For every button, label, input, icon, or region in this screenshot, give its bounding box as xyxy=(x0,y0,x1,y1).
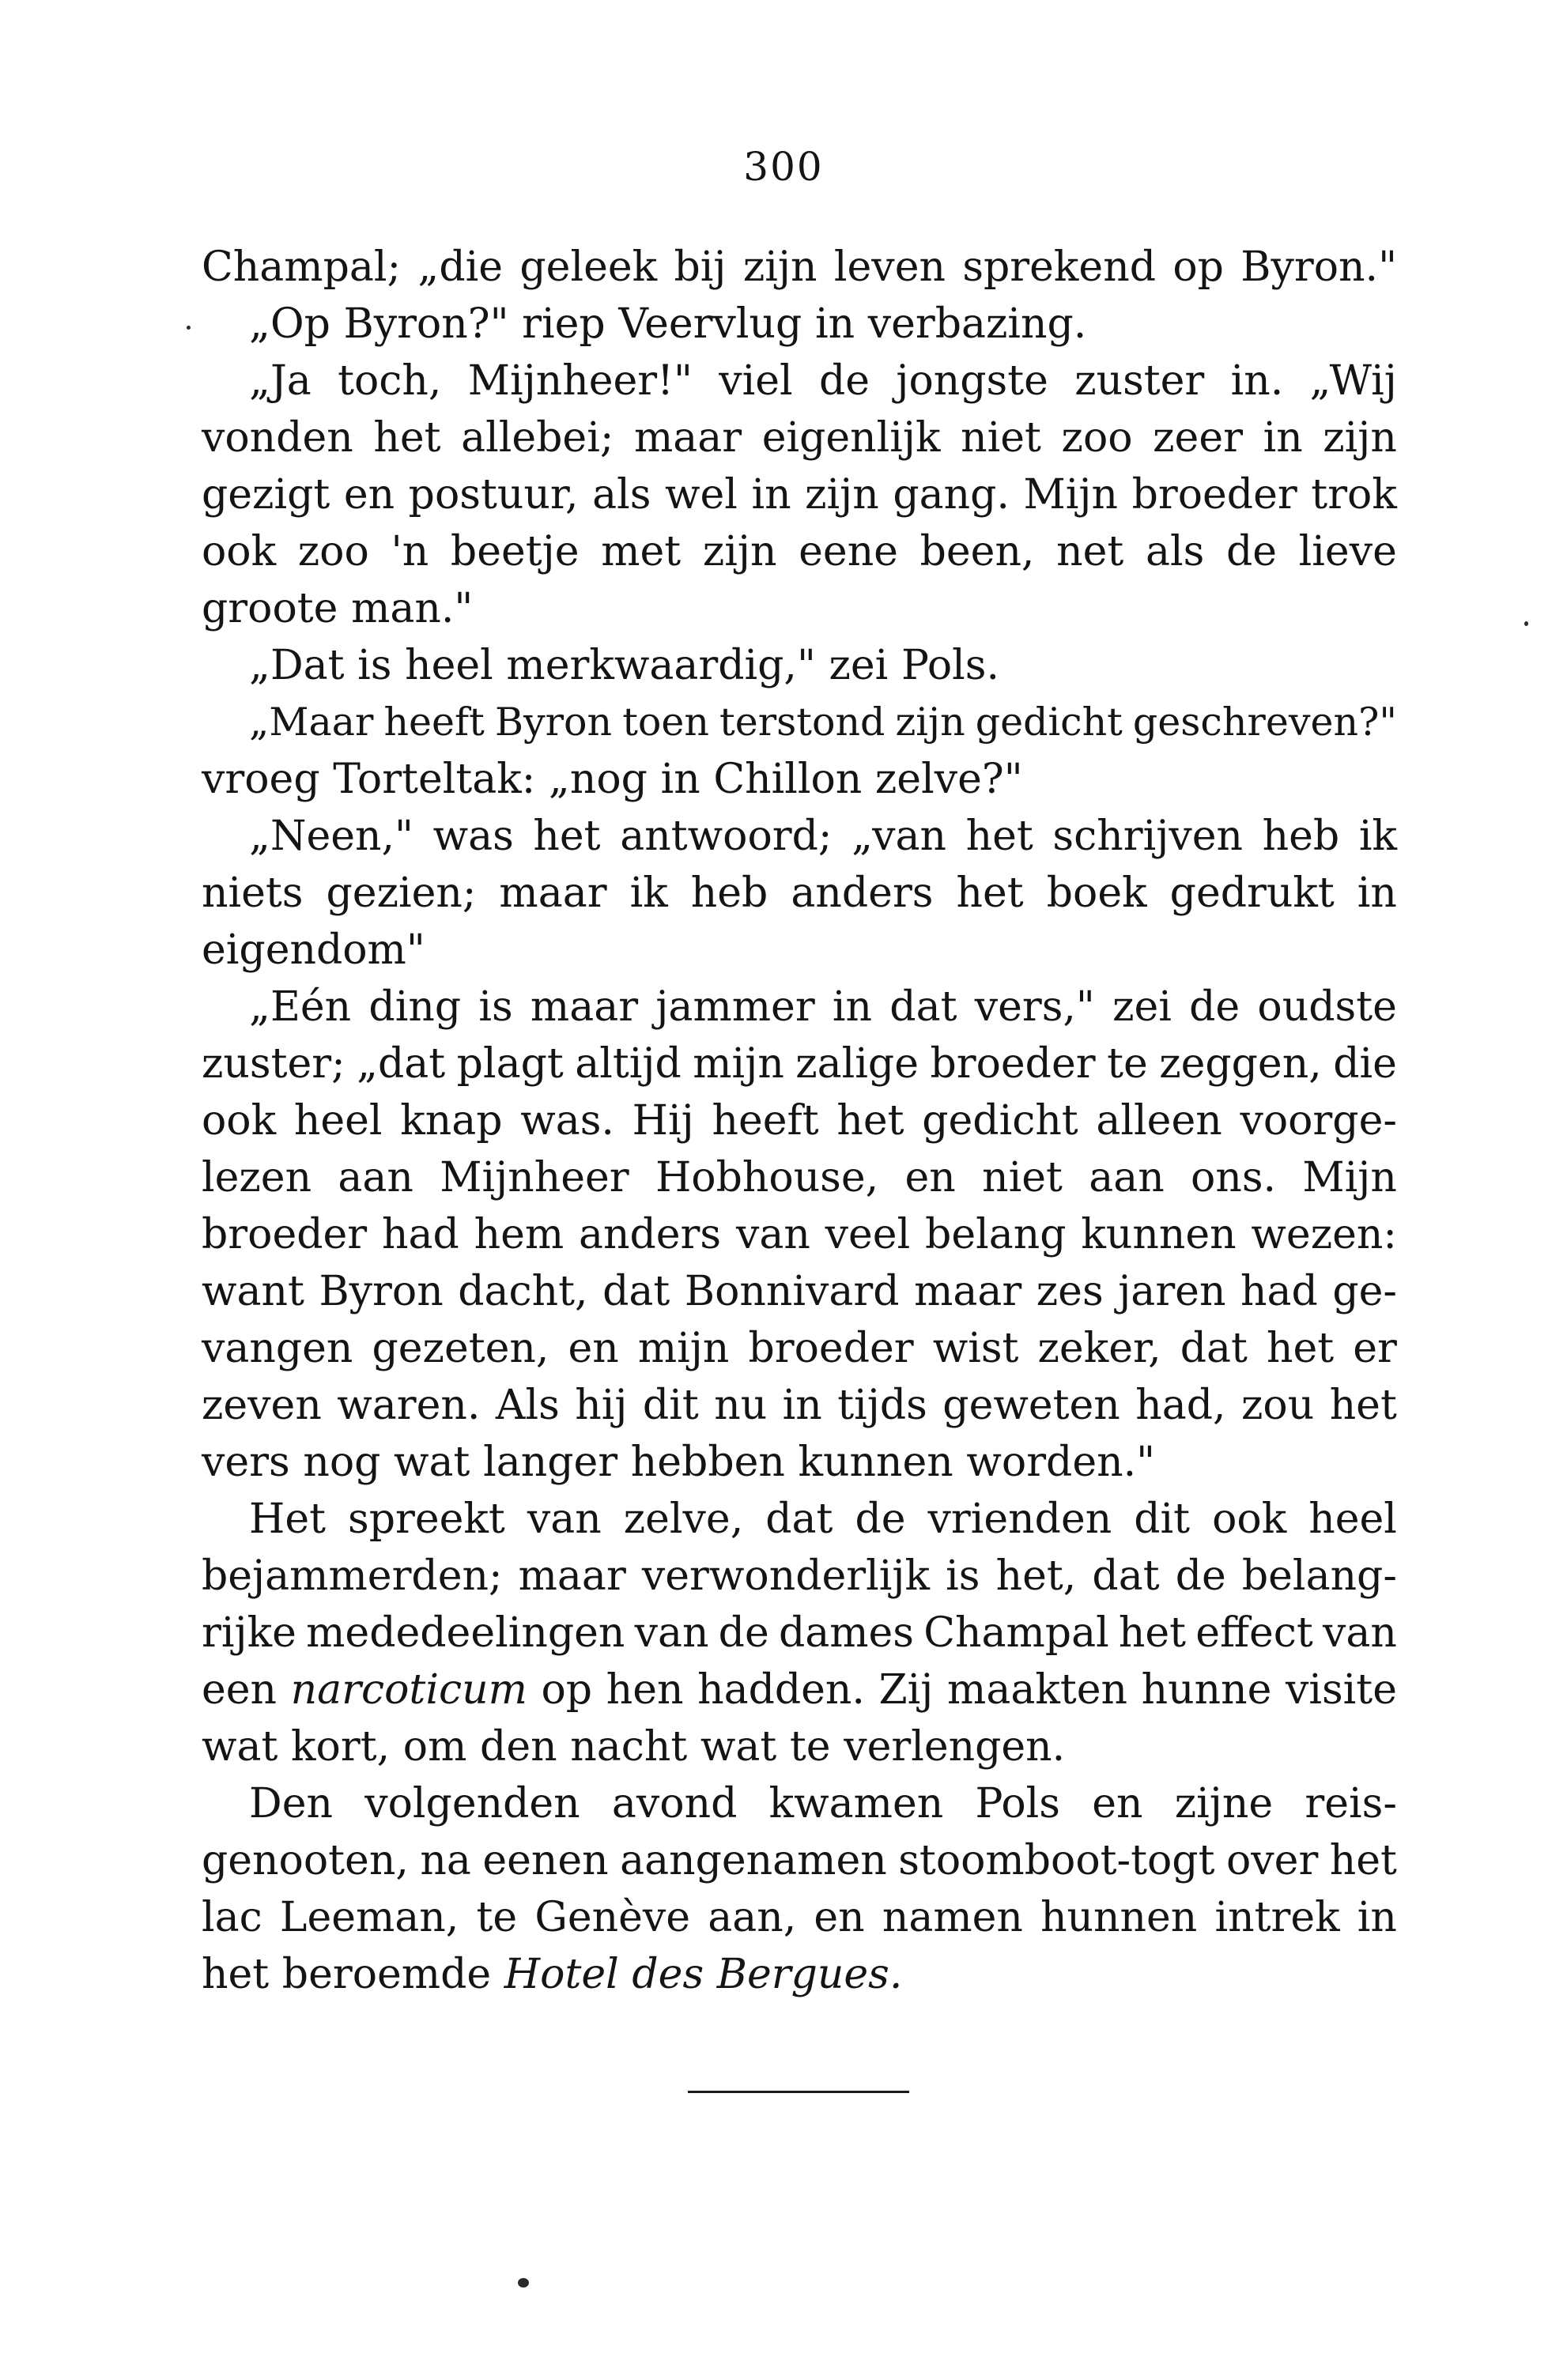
text-line xyxy=(202,808,1397,865)
word: en xyxy=(1092,1780,1143,1827)
word: Mijn xyxy=(1023,471,1119,519)
word: Als xyxy=(495,1382,560,1429)
word: mijn xyxy=(693,1040,784,1088)
word: toen xyxy=(622,700,709,745)
word: in xyxy=(832,983,873,1031)
word: zou xyxy=(1241,1382,1315,1429)
word: in xyxy=(751,471,791,519)
word: nacht xyxy=(570,1723,688,1771)
word: toch, xyxy=(338,357,442,405)
text-line xyxy=(202,1889,1397,1946)
word: anders xyxy=(791,869,934,917)
word: ook xyxy=(202,1097,277,1145)
word: zuster xyxy=(1074,357,1205,405)
word: in xyxy=(1263,414,1303,462)
word: het xyxy=(373,414,441,462)
text-line xyxy=(202,1661,1397,1718)
word: langer xyxy=(483,1439,618,1486)
word: te xyxy=(789,1723,831,1771)
word: van xyxy=(1323,1609,1397,1657)
word: is xyxy=(357,642,392,689)
word: op xyxy=(1172,243,1224,291)
word: geweten xyxy=(942,1382,1120,1429)
word: niet xyxy=(982,1154,1063,1201)
word: zijn xyxy=(1323,414,1397,462)
word: zeggen, xyxy=(1159,1040,1322,1088)
word: Bergues. xyxy=(716,1951,903,1998)
word: Torteltak: xyxy=(333,756,536,803)
word: ding xyxy=(368,983,462,1031)
word: gedrukt xyxy=(1169,869,1335,917)
word: de xyxy=(1189,983,1240,1031)
word: vers xyxy=(202,1439,290,1486)
word: nog xyxy=(303,1439,381,1486)
word: Mijnheer!" xyxy=(467,357,693,405)
word: ge- xyxy=(1332,1268,1397,1315)
word: dat xyxy=(1180,1325,1248,1372)
word: wat xyxy=(202,1723,278,1771)
word: die xyxy=(1333,1040,1397,1088)
text-line xyxy=(202,1320,1397,1377)
word: „dat xyxy=(357,1040,446,1088)
word: kort, xyxy=(291,1723,391,1771)
word: na xyxy=(420,1837,471,1884)
word: belang- xyxy=(1241,1552,1397,1600)
word: narcoticum xyxy=(290,1666,527,1714)
word: eigendom" xyxy=(202,926,425,974)
word: van xyxy=(527,1496,602,1543)
word: in xyxy=(814,300,855,348)
word: anders xyxy=(579,1211,722,1258)
word: heb xyxy=(690,869,768,917)
text-line xyxy=(202,1718,1397,1775)
section-end-rule xyxy=(688,2091,909,2093)
word: hen xyxy=(606,1666,684,1714)
word: gezien; xyxy=(326,869,477,917)
word: maar xyxy=(633,414,742,462)
word: geleek xyxy=(519,243,658,291)
text-line xyxy=(202,523,1397,580)
word: worden." xyxy=(966,1439,1156,1486)
text-line xyxy=(202,1434,1397,1491)
word: mededeelingen xyxy=(306,1609,625,1657)
word: net xyxy=(1056,528,1124,575)
text-line xyxy=(202,1206,1397,1263)
word: Leeman, xyxy=(279,1894,459,1941)
word: kunnen xyxy=(1081,1211,1237,1258)
word: des xyxy=(632,1951,704,1998)
word: tijds xyxy=(837,1382,927,1429)
word: effect xyxy=(1195,1609,1313,1657)
word: over xyxy=(1225,1837,1319,1884)
word: het xyxy=(533,813,601,860)
word: plagt xyxy=(456,1040,564,1088)
text-line xyxy=(202,865,1397,922)
text-line xyxy=(202,296,1397,353)
word: als xyxy=(592,471,651,519)
word: de xyxy=(1175,1552,1226,1600)
word: intrek xyxy=(1214,1894,1340,1941)
word: genooten, xyxy=(202,1837,409,1884)
text-line xyxy=(202,1605,1397,1661)
word: voorge- xyxy=(1240,1097,1397,1145)
word: Pols. xyxy=(901,642,999,689)
word: aan, xyxy=(708,1894,797,1941)
word: het xyxy=(1118,1609,1187,1657)
word: er xyxy=(1353,1325,1397,1372)
word: wist xyxy=(932,1325,1019,1372)
word: zuster; xyxy=(202,1040,345,1088)
word: Het xyxy=(249,1496,327,1543)
text-line xyxy=(202,1092,1397,1149)
word: maar xyxy=(518,1552,626,1600)
word: niet xyxy=(961,414,1041,462)
word: altijd xyxy=(575,1040,682,1088)
word: broeder xyxy=(930,1040,1096,1088)
word: waren. xyxy=(337,1382,481,1429)
word: zeker, xyxy=(1037,1325,1161,1372)
text-line xyxy=(202,1149,1397,1206)
word: had xyxy=(1240,1268,1318,1315)
word: maar xyxy=(530,983,639,1031)
word: heel xyxy=(1308,1496,1397,1543)
word: het xyxy=(202,1951,270,1998)
word: zelve, xyxy=(623,1496,744,1543)
word: dat xyxy=(1092,1552,1160,1600)
word: vers," xyxy=(974,983,1095,1031)
word: namen xyxy=(882,1894,1023,1941)
word: zijne xyxy=(1174,1780,1274,1827)
word: het xyxy=(956,869,1024,917)
word: heeft xyxy=(712,1097,819,1145)
word: in xyxy=(1357,869,1397,917)
word: hadden. xyxy=(697,1666,865,1714)
word: zijn xyxy=(805,471,879,519)
word: was. xyxy=(520,1097,614,1145)
word: Veervlug xyxy=(618,300,802,348)
word: dat xyxy=(765,1496,833,1543)
word: vrienden xyxy=(927,1496,1112,1543)
word: heel xyxy=(405,642,493,689)
word: heel xyxy=(293,1097,383,1145)
word: als xyxy=(1145,528,1205,575)
word: de xyxy=(1225,528,1277,575)
word: been, xyxy=(919,528,1035,575)
word: Den xyxy=(249,1780,333,1827)
word: eene xyxy=(799,528,898,575)
word: „nog xyxy=(548,756,648,803)
word: dacht, xyxy=(458,1268,588,1315)
word: „Neen," xyxy=(249,813,413,860)
word: broeder xyxy=(202,1211,368,1258)
word: het xyxy=(836,1097,904,1145)
word: postuur, xyxy=(408,471,579,519)
word: Byron xyxy=(494,700,613,745)
word: Hij xyxy=(632,1097,694,1145)
word: den xyxy=(480,1723,557,1771)
word: kwamen xyxy=(768,1780,944,1827)
word: ook xyxy=(1212,1496,1287,1543)
word: Pols xyxy=(975,1780,1060,1827)
text-line xyxy=(202,409,1397,466)
word: om xyxy=(402,1723,467,1771)
word: Mijnheer xyxy=(440,1154,629,1201)
word: kunnen xyxy=(798,1439,953,1486)
text-line xyxy=(202,239,1397,296)
word: verwonderlijk xyxy=(641,1552,931,1600)
word: jaren xyxy=(1118,1268,1226,1315)
word: man." xyxy=(351,585,474,632)
word: belang xyxy=(925,1211,1067,1258)
text-line xyxy=(202,1775,1397,1832)
word: rijke xyxy=(202,1609,296,1657)
text-line xyxy=(202,922,1397,979)
word: gedicht xyxy=(975,700,1123,745)
word: antwoord; xyxy=(620,813,833,860)
word: bejammerden; xyxy=(202,1552,503,1600)
word: dames xyxy=(778,1609,914,1657)
word: allebei; xyxy=(461,414,614,462)
word: Genève xyxy=(534,1894,691,1941)
word: Champal; xyxy=(202,243,402,291)
text-line xyxy=(202,694,1397,751)
word: de xyxy=(855,1496,906,1543)
text-line xyxy=(202,1263,1397,1320)
word: eenen xyxy=(482,1837,609,1884)
word: heeft xyxy=(383,700,485,745)
word: stoomboot-togt xyxy=(898,1837,1215,1884)
word: viel xyxy=(719,357,793,405)
word: Zij xyxy=(878,1666,934,1714)
word: wat xyxy=(700,1723,777,1771)
word: nu xyxy=(714,1382,768,1429)
word: zei xyxy=(829,642,889,689)
word: het, xyxy=(995,1552,1077,1600)
word: met xyxy=(601,528,682,575)
word: boek xyxy=(1046,869,1147,917)
word: Hotel xyxy=(504,1951,619,1998)
word: trok xyxy=(1311,471,1397,519)
word: zelve?" xyxy=(874,756,1023,803)
word: zoo xyxy=(297,528,369,575)
word: van xyxy=(634,1609,709,1657)
word: maar xyxy=(914,1268,1022,1315)
word: vangen xyxy=(202,1325,353,1372)
word: zijn xyxy=(742,243,817,291)
ink-speck xyxy=(518,2278,529,2288)
word: en xyxy=(568,1325,619,1372)
word: zeven xyxy=(202,1382,322,1429)
word: „Maar xyxy=(249,700,374,745)
word: reis- xyxy=(1305,1780,1397,1827)
word: in xyxy=(660,756,700,803)
word: oudste xyxy=(1257,983,1397,1031)
word: te xyxy=(476,1894,518,1941)
word: gezigt xyxy=(202,471,330,519)
word: Champal xyxy=(923,1609,1109,1657)
word: want xyxy=(202,1268,304,1315)
word: Byron." xyxy=(1240,243,1397,291)
word: in xyxy=(782,1382,822,1429)
word: heb xyxy=(1262,813,1340,860)
word: verlengen. xyxy=(844,1723,1066,1771)
word: groote xyxy=(202,585,338,632)
word: „Eén xyxy=(249,983,352,1031)
word: Hobhouse, xyxy=(655,1154,879,1201)
word: is xyxy=(946,1552,980,1600)
word: gezeten, xyxy=(372,1325,549,1372)
text-line xyxy=(202,353,1397,409)
text-line xyxy=(202,751,1397,808)
word: het xyxy=(965,813,1033,860)
word: zes xyxy=(1036,1268,1104,1315)
word: „Ja xyxy=(249,357,312,405)
word: beetje xyxy=(450,528,580,575)
word: aan xyxy=(338,1154,413,1201)
word: de xyxy=(818,357,870,405)
word: beroemde xyxy=(281,1951,492,1998)
text-line xyxy=(202,1946,1397,2003)
word: alleen xyxy=(1096,1097,1222,1145)
word: jammer xyxy=(655,983,815,1031)
word: „Op xyxy=(249,300,330,348)
word: vroeg xyxy=(202,756,320,803)
word: hebben xyxy=(630,1439,785,1486)
word: riep xyxy=(522,300,606,348)
word: veel xyxy=(825,1211,911,1258)
word: vonden xyxy=(202,414,353,462)
word: dit xyxy=(1134,1496,1191,1543)
word: en xyxy=(814,1894,865,1941)
word: aangenamen xyxy=(620,1837,887,1884)
word: „Wij xyxy=(1309,357,1397,405)
word: „die xyxy=(417,243,504,291)
word: aan xyxy=(1089,1154,1165,1201)
text-line xyxy=(202,466,1397,523)
text-line xyxy=(202,637,1397,694)
word: „van xyxy=(851,813,946,860)
word: „Dat xyxy=(249,642,345,689)
word: Chillon xyxy=(713,756,863,803)
word: wezen: xyxy=(1251,1211,1397,1258)
word: maar xyxy=(499,869,607,917)
text-line xyxy=(202,1548,1397,1605)
word: is xyxy=(478,983,513,1031)
word: dit xyxy=(642,1382,699,1429)
word: hem xyxy=(474,1211,564,1258)
word: een xyxy=(202,1666,278,1714)
word: Mijn xyxy=(1302,1154,1397,1201)
word: in xyxy=(1357,1894,1397,1941)
text-line xyxy=(202,1035,1397,1092)
word: maakten xyxy=(947,1666,1128,1714)
word: spreekt xyxy=(348,1496,505,1543)
word: broeder xyxy=(1131,471,1297,519)
word: en xyxy=(904,1154,956,1201)
word: gedicht xyxy=(922,1097,1078,1145)
word: gang. xyxy=(893,471,1010,519)
word: lezen xyxy=(202,1154,312,1201)
word: Bonnivard xyxy=(684,1268,900,1315)
word: avond xyxy=(611,1780,738,1827)
ink-speck xyxy=(1524,621,1528,626)
word: wel xyxy=(664,471,738,519)
word: ons. xyxy=(1191,1154,1277,1201)
word: zalige xyxy=(795,1040,919,1088)
word: terstond xyxy=(719,700,885,745)
word: het xyxy=(1329,1382,1397,1429)
word: ik xyxy=(1358,813,1397,860)
word: bij xyxy=(674,243,727,291)
ink-speck xyxy=(187,326,191,330)
word: hij xyxy=(575,1382,628,1429)
word: van xyxy=(735,1211,810,1258)
word: zijn xyxy=(895,700,965,745)
word: het xyxy=(1267,1325,1335,1372)
word: schrijven xyxy=(1052,813,1243,860)
word: geschreven?" xyxy=(1132,700,1397,745)
word: ook xyxy=(202,528,277,575)
word: dat xyxy=(889,983,957,1031)
word: wat xyxy=(394,1439,470,1486)
text-line xyxy=(202,1832,1397,1889)
word: had xyxy=(381,1211,459,1258)
word: visite xyxy=(1285,1666,1397,1714)
word: zeer xyxy=(1153,414,1243,462)
word: broeder xyxy=(748,1325,914,1372)
page-number: 300 xyxy=(743,144,824,190)
text-line xyxy=(202,979,1397,1035)
word: knap xyxy=(400,1097,503,1145)
word: hunne xyxy=(1141,1666,1272,1714)
word: en xyxy=(343,471,395,519)
word: zei xyxy=(1112,983,1172,1031)
word: lieve xyxy=(1298,528,1397,575)
word: ik xyxy=(629,869,668,917)
text-line xyxy=(202,1491,1397,1548)
word: in. xyxy=(1230,357,1284,405)
word: eigenlijk xyxy=(761,414,941,462)
word: had, xyxy=(1135,1382,1226,1429)
word: op xyxy=(541,1666,593,1714)
word: sprekend xyxy=(962,243,1156,291)
word: hunnen xyxy=(1040,1894,1198,1941)
word: merkwaardig," xyxy=(506,642,816,689)
word: lac xyxy=(202,1894,262,1941)
word: het xyxy=(1329,1837,1397,1884)
word: was xyxy=(432,813,514,860)
text-line xyxy=(202,580,1397,637)
word: mijn xyxy=(637,1325,730,1372)
text-line xyxy=(202,1377,1397,1434)
word: Byron?" xyxy=(343,300,509,348)
body-text xyxy=(202,239,1397,2003)
word: de xyxy=(718,1609,769,1657)
word: niets xyxy=(202,869,304,917)
word: te xyxy=(1107,1040,1148,1088)
word: zoo xyxy=(1061,414,1133,462)
word: jongste xyxy=(896,357,1048,405)
word: Byron xyxy=(319,1268,444,1315)
word: verbazing. xyxy=(867,300,1087,348)
word: leven xyxy=(833,243,946,291)
word: dat xyxy=(602,1268,670,1315)
word: volgenden xyxy=(364,1780,580,1827)
word: zijn xyxy=(702,528,777,575)
word: 'n xyxy=(391,528,429,575)
